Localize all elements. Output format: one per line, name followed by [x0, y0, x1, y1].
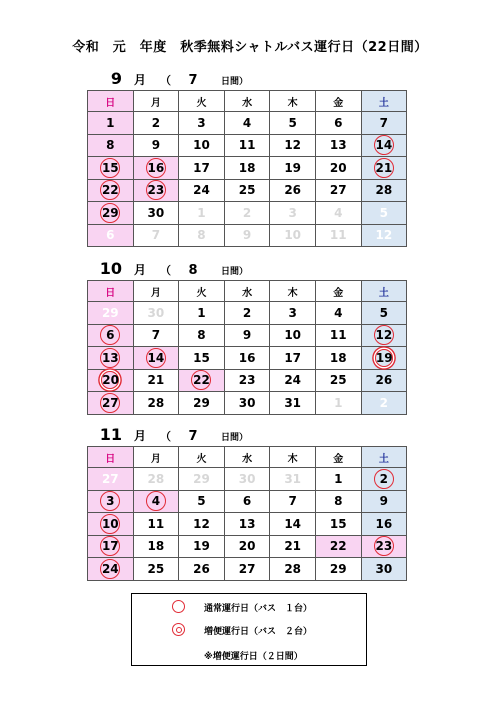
- day-number: 18: [329, 350, 347, 365]
- day-number: 29: [329, 561, 347, 576]
- day-cell: [179, 513, 225, 536]
- weekday-header-cell: 火: [179, 91, 225, 112]
- service-day: 17: [100, 536, 120, 556]
- day-cell: [270, 134, 316, 157]
- day-cell: [133, 302, 179, 325]
- day-number: 2: [379, 395, 389, 410]
- day-number: 29: [101, 305, 119, 320]
- day-number: 7: [151, 328, 161, 343]
- double-circle-icon: [172, 623, 186, 637]
- day-cell: [179, 490, 225, 513]
- day-number: 7: [288, 494, 297, 509]
- day-cell: [179, 202, 225, 225]
- day-number: 8: [197, 228, 206, 243]
- service-day: 22: [100, 180, 120, 200]
- day-number: 17: [284, 350, 302, 365]
- month-days-count: 8: [188, 263, 198, 278]
- day-number: 30: [147, 205, 165, 220]
- day-cell: [224, 468, 270, 491]
- day-number: 5: [379, 305, 389, 320]
- week-row: [88, 224, 407, 247]
- day-number: 27: [238, 561, 256, 576]
- day-number: 19: [193, 539, 210, 554]
- day-number: 20: [329, 160, 347, 175]
- month-days-label: 日間）: [221, 267, 249, 277]
- day-cell: [133, 112, 179, 135]
- day-cell: [88, 202, 134, 225]
- extra-service-day: 20: [102, 373, 119, 388]
- day-cell: [88, 535, 134, 558]
- day-number: 12: [284, 138, 302, 153]
- day-number: 9: [151, 138, 161, 153]
- day-cell: [270, 490, 316, 513]
- day-cell: [88, 134, 134, 157]
- day-number: 18: [238, 160, 256, 175]
- day-cell: [179, 112, 225, 135]
- day-cell: [315, 134, 361, 157]
- day-cell: [88, 112, 134, 135]
- weekday-header-cell: 金: [315, 447, 361, 468]
- day-cell: [270, 224, 316, 247]
- day-cell: [315, 369, 361, 392]
- day-number: 8: [106, 138, 115, 153]
- day-number: 14: [284, 516, 302, 531]
- service-day: 23: [374, 536, 394, 556]
- day-cell: [179, 302, 225, 325]
- day-number: 4: [334, 205, 343, 220]
- day-number: 20: [238, 539, 256, 554]
- day-number: 29: [193, 395, 210, 410]
- day-number: 15: [329, 516, 347, 531]
- page-title: 令和 元 年度 秋季無料シャトルバス運行日（22日間）: [72, 40, 428, 55]
- day-cell: [179, 468, 225, 491]
- weekday-header-cell: 水: [224, 281, 270, 302]
- day-cell: [88, 157, 134, 180]
- day-number: 31: [284, 471, 302, 486]
- service-day: 13: [100, 348, 120, 368]
- day-number: 10: [284, 228, 302, 243]
- day-number: 18: [147, 539, 165, 554]
- week-row: [88, 513, 407, 536]
- day-cell: [133, 490, 179, 513]
- day-number: 25: [329, 373, 347, 388]
- day-cell: [361, 224, 407, 247]
- day-number: 22: [329, 539, 347, 554]
- day-number: 6: [106, 228, 115, 243]
- day-number: 8: [197, 328, 206, 343]
- day-number: 3: [197, 115, 206, 130]
- day-cell: [133, 202, 179, 225]
- legend-note: ※増便運行日（２日間）: [204, 652, 303, 662]
- week-row: [88, 392, 407, 415]
- week-row: [88, 157, 407, 180]
- month-days-label: 日間）: [221, 433, 249, 443]
- day-cell: [315, 535, 361, 558]
- day-number: 15: [193, 350, 210, 365]
- day-number: 9: [379, 494, 389, 509]
- day-number: 28: [284, 561, 302, 576]
- day-number: 28: [147, 395, 165, 410]
- day-cell: [224, 558, 270, 581]
- day-number: 8: [334, 494, 343, 509]
- weekday-header-row: [88, 91, 407, 112]
- day-cell: [88, 224, 134, 247]
- day-cell: [88, 179, 134, 202]
- weekday-header-cell: 木: [270, 281, 316, 302]
- day-number: 30: [238, 395, 256, 410]
- weekday-header-cell: 月: [133, 281, 179, 302]
- month-paren: （: [160, 264, 172, 277]
- week-row: [88, 302, 407, 325]
- day-cell: [270, 302, 316, 325]
- weekday-header-row: [88, 281, 407, 302]
- day-number: 25: [147, 561, 165, 576]
- legend-normal: [132, 600, 366, 616]
- week-row: [88, 134, 407, 157]
- month-calendar: [87, 90, 407, 247]
- day-cell: [361, 324, 407, 347]
- day-cell: [315, 157, 361, 180]
- weekday-header-cell: 火: [179, 281, 225, 302]
- day-number: 2: [242, 305, 252, 320]
- weekday-header-cell: 月: [133, 91, 179, 112]
- day-cell: [224, 369, 270, 392]
- day-cell: [224, 134, 270, 157]
- month-paren: （: [160, 74, 172, 87]
- day-number: 24: [193, 183, 210, 198]
- month-calendar: [87, 446, 407, 581]
- day-cell: [224, 513, 270, 536]
- month-days-count: 7: [188, 73, 198, 88]
- day-number: 23: [238, 373, 256, 388]
- day-number: 1: [106, 115, 115, 130]
- day-number: 7: [151, 228, 161, 243]
- day-number: 9: [242, 328, 252, 343]
- day-cell: [224, 490, 270, 513]
- weekday-header-row: [88, 447, 407, 468]
- weekday-header-cell: 月: [133, 447, 179, 468]
- month-suffix: 月: [134, 429, 147, 443]
- day-number: 10: [193, 138, 210, 153]
- day-number: 1: [197, 205, 206, 220]
- day-cell: [179, 157, 225, 180]
- week-row: [88, 468, 407, 491]
- day-number: 2: [151, 115, 161, 130]
- day-cell: [361, 157, 407, 180]
- day-cell: [224, 202, 270, 225]
- day-cell: [179, 369, 225, 392]
- day-cell: [270, 513, 316, 536]
- day-cell: [315, 468, 361, 491]
- day-cell: [88, 324, 134, 347]
- day-cell: [315, 513, 361, 536]
- month-number: 9: [110, 69, 122, 88]
- day-cell: [270, 392, 316, 415]
- day-cell: [361, 134, 407, 157]
- day-cell: [88, 347, 134, 370]
- day-number: 11: [329, 228, 347, 243]
- week-row: [88, 490, 407, 513]
- day-cell: [270, 179, 316, 202]
- day-cell: [270, 324, 316, 347]
- day-number: 2: [242, 205, 252, 220]
- day-cell: [179, 324, 225, 347]
- legend-normal-text: 通常運行日（バス １台）: [204, 604, 313, 614]
- day-number: 28: [375, 183, 393, 198]
- day-number: 4: [334, 305, 343, 320]
- service-day: 23: [146, 180, 166, 200]
- day-cell: [315, 179, 361, 202]
- day-cell: [179, 535, 225, 558]
- day-number: 16: [375, 516, 393, 531]
- day-number: 29: [193, 471, 210, 486]
- day-number: 21: [284, 539, 302, 554]
- day-cell: [361, 513, 407, 536]
- day-cell: [361, 347, 407, 370]
- day-cell: [179, 224, 225, 247]
- day-cell: [88, 369, 134, 392]
- day-number: 9: [242, 228, 252, 243]
- day-number: 1: [334, 471, 343, 486]
- day-cell: [179, 558, 225, 581]
- day-number: 6: [242, 494, 252, 509]
- day-cell: [133, 179, 179, 202]
- legend-extra-text: 増便運行日（バス ２台）: [204, 627, 313, 637]
- day-cell: [133, 324, 179, 347]
- day-cell: [88, 490, 134, 513]
- week-row: [88, 347, 407, 370]
- service-day: 21: [374, 158, 394, 178]
- day-number: 5: [379, 205, 389, 220]
- week-row: [88, 369, 407, 392]
- day-cell: [361, 558, 407, 581]
- day-number: 27: [329, 183, 347, 198]
- day-cell: [133, 535, 179, 558]
- month-suffix: 月: [134, 73, 147, 87]
- day-cell: [315, 490, 361, 513]
- day-cell: [179, 347, 225, 370]
- month-header: [96, 425, 248, 445]
- day-cell: [224, 179, 270, 202]
- day-cell: [88, 392, 134, 415]
- weekday-header-cell: 木: [270, 447, 316, 468]
- day-cell: [133, 369, 179, 392]
- day-number: 30: [147, 305, 165, 320]
- service-day: 15: [100, 158, 120, 178]
- month-suffix: 月: [134, 263, 147, 277]
- month-number: 11: [99, 425, 122, 444]
- day-cell: [270, 347, 316, 370]
- legend-extra: [132, 623, 366, 639]
- day-cell: [315, 347, 361, 370]
- day-number: 17: [193, 160, 210, 175]
- day-number: 4: [242, 115, 252, 130]
- day-cell: [270, 468, 316, 491]
- service-day: 14: [146, 348, 166, 368]
- service-day: 12: [374, 325, 394, 345]
- weekday-header-cell: 土: [361, 91, 407, 112]
- service-day: 4: [146, 491, 166, 511]
- service-day: 24: [100, 559, 120, 579]
- day-number: 25: [238, 183, 256, 198]
- day-number: 30: [238, 471, 256, 486]
- service-day: 6: [100, 325, 120, 345]
- weekday-header-cell: 日: [88, 447, 134, 468]
- day-number: 1: [197, 305, 206, 320]
- day-number: 6: [334, 115, 343, 130]
- weekday-header-cell: 土: [361, 447, 407, 468]
- day-cell: [224, 324, 270, 347]
- day-cell: [270, 535, 316, 558]
- day-number: 30: [375, 561, 393, 576]
- legend-box: [131, 593, 367, 666]
- day-cell: [270, 112, 316, 135]
- weekday-header-cell: 土: [361, 281, 407, 302]
- service-day: 27: [100, 393, 120, 413]
- day-cell: [270, 157, 316, 180]
- weekday-header-cell: 金: [315, 91, 361, 112]
- day-number: 3: [288, 205, 297, 220]
- day-number: 27: [101, 471, 119, 486]
- day-number: 13: [238, 516, 256, 531]
- day-number: 3: [288, 305, 297, 320]
- day-number: 28: [147, 471, 165, 486]
- week-row: [88, 112, 407, 135]
- day-cell: [179, 392, 225, 415]
- day-number: 16: [238, 350, 256, 365]
- day-number: 7: [379, 115, 389, 130]
- day-number: 26: [284, 183, 302, 198]
- month-paren: （: [160, 430, 172, 443]
- day-cell: [270, 558, 316, 581]
- day-cell: [270, 369, 316, 392]
- day-cell: [361, 302, 407, 325]
- service-day: 29: [100, 203, 120, 223]
- day-cell: [361, 535, 407, 558]
- day-cell: [361, 468, 407, 491]
- month-days-label: 日間）: [221, 77, 249, 87]
- extra-service-day: 19: [375, 350, 393, 365]
- service-day: 22: [191, 370, 211, 390]
- day-number: 12: [375, 228, 393, 243]
- weekday-header-cell: 水: [224, 91, 270, 112]
- day-cell: [224, 347, 270, 370]
- day-cell: [133, 347, 179, 370]
- month-header: [96, 69, 248, 89]
- day-cell: [315, 392, 361, 415]
- day-cell: [224, 302, 270, 325]
- day-cell: [361, 490, 407, 513]
- day-number: 31: [284, 395, 302, 410]
- service-day: 2: [374, 469, 394, 489]
- day-cell: [133, 224, 179, 247]
- day-cell: [315, 224, 361, 247]
- day-cell: [315, 112, 361, 135]
- month-calendar: [87, 280, 407, 415]
- week-row: [88, 202, 407, 225]
- day-cell: [224, 112, 270, 135]
- day-cell: [133, 157, 179, 180]
- week-row: [88, 179, 407, 202]
- weekday-header-cell: 日: [88, 281, 134, 302]
- day-cell: [88, 513, 134, 536]
- day-number: 1: [334, 395, 343, 410]
- single-circle-icon: [172, 600, 186, 614]
- day-number: 11: [238, 138, 256, 153]
- week-row: [88, 535, 407, 558]
- day-number: 19: [284, 160, 302, 175]
- day-number: 11: [147, 516, 165, 531]
- day-cell: [270, 202, 316, 225]
- day-cell: [315, 324, 361, 347]
- day-cell: [88, 558, 134, 581]
- day-number: 5: [197, 494, 206, 509]
- day-cell: [361, 179, 407, 202]
- weekday-header-cell: 木: [270, 91, 316, 112]
- service-day: 3: [100, 491, 120, 511]
- day-cell: [224, 392, 270, 415]
- day-cell: [133, 513, 179, 536]
- weekday-header-cell: 火: [179, 447, 225, 468]
- service-day: 14: [374, 135, 394, 155]
- day-cell: [179, 134, 225, 157]
- weekday-header-cell: 金: [315, 281, 361, 302]
- week-row: [88, 324, 407, 347]
- day-number: 12: [193, 516, 210, 531]
- month-number: 10: [99, 259, 122, 278]
- day-cell: [224, 157, 270, 180]
- day-number: 24: [284, 373, 302, 388]
- day-cell: [133, 392, 179, 415]
- weekday-header-cell: 日: [88, 91, 134, 112]
- day-number: 26: [375, 373, 393, 388]
- day-number: 13: [329, 138, 347, 153]
- day-cell: [88, 302, 134, 325]
- day-cell: [315, 302, 361, 325]
- day-cell: [133, 134, 179, 157]
- day-cell: [133, 558, 179, 581]
- day-number: 11: [329, 328, 347, 343]
- day-cell: [179, 179, 225, 202]
- day-cell: [224, 535, 270, 558]
- day-cell: [133, 468, 179, 491]
- week-row: [88, 558, 407, 581]
- day-cell: [361, 369, 407, 392]
- day-number: 5: [288, 115, 297, 130]
- weekday-header-cell: 水: [224, 447, 270, 468]
- day-number: 10: [284, 328, 302, 343]
- service-day: 16: [146, 158, 166, 178]
- day-cell: [88, 468, 134, 491]
- day-cell: [315, 202, 361, 225]
- day-number: 26: [193, 561, 210, 576]
- day-cell: [361, 392, 407, 415]
- day-cell: [224, 224, 270, 247]
- month-days-count: 7: [188, 429, 198, 444]
- day-cell: [315, 558, 361, 581]
- month-header: [96, 259, 248, 279]
- service-day: 10: [100, 514, 120, 534]
- day-cell: [361, 202, 407, 225]
- day-cell: [361, 112, 407, 135]
- day-number: 21: [147, 373, 165, 388]
